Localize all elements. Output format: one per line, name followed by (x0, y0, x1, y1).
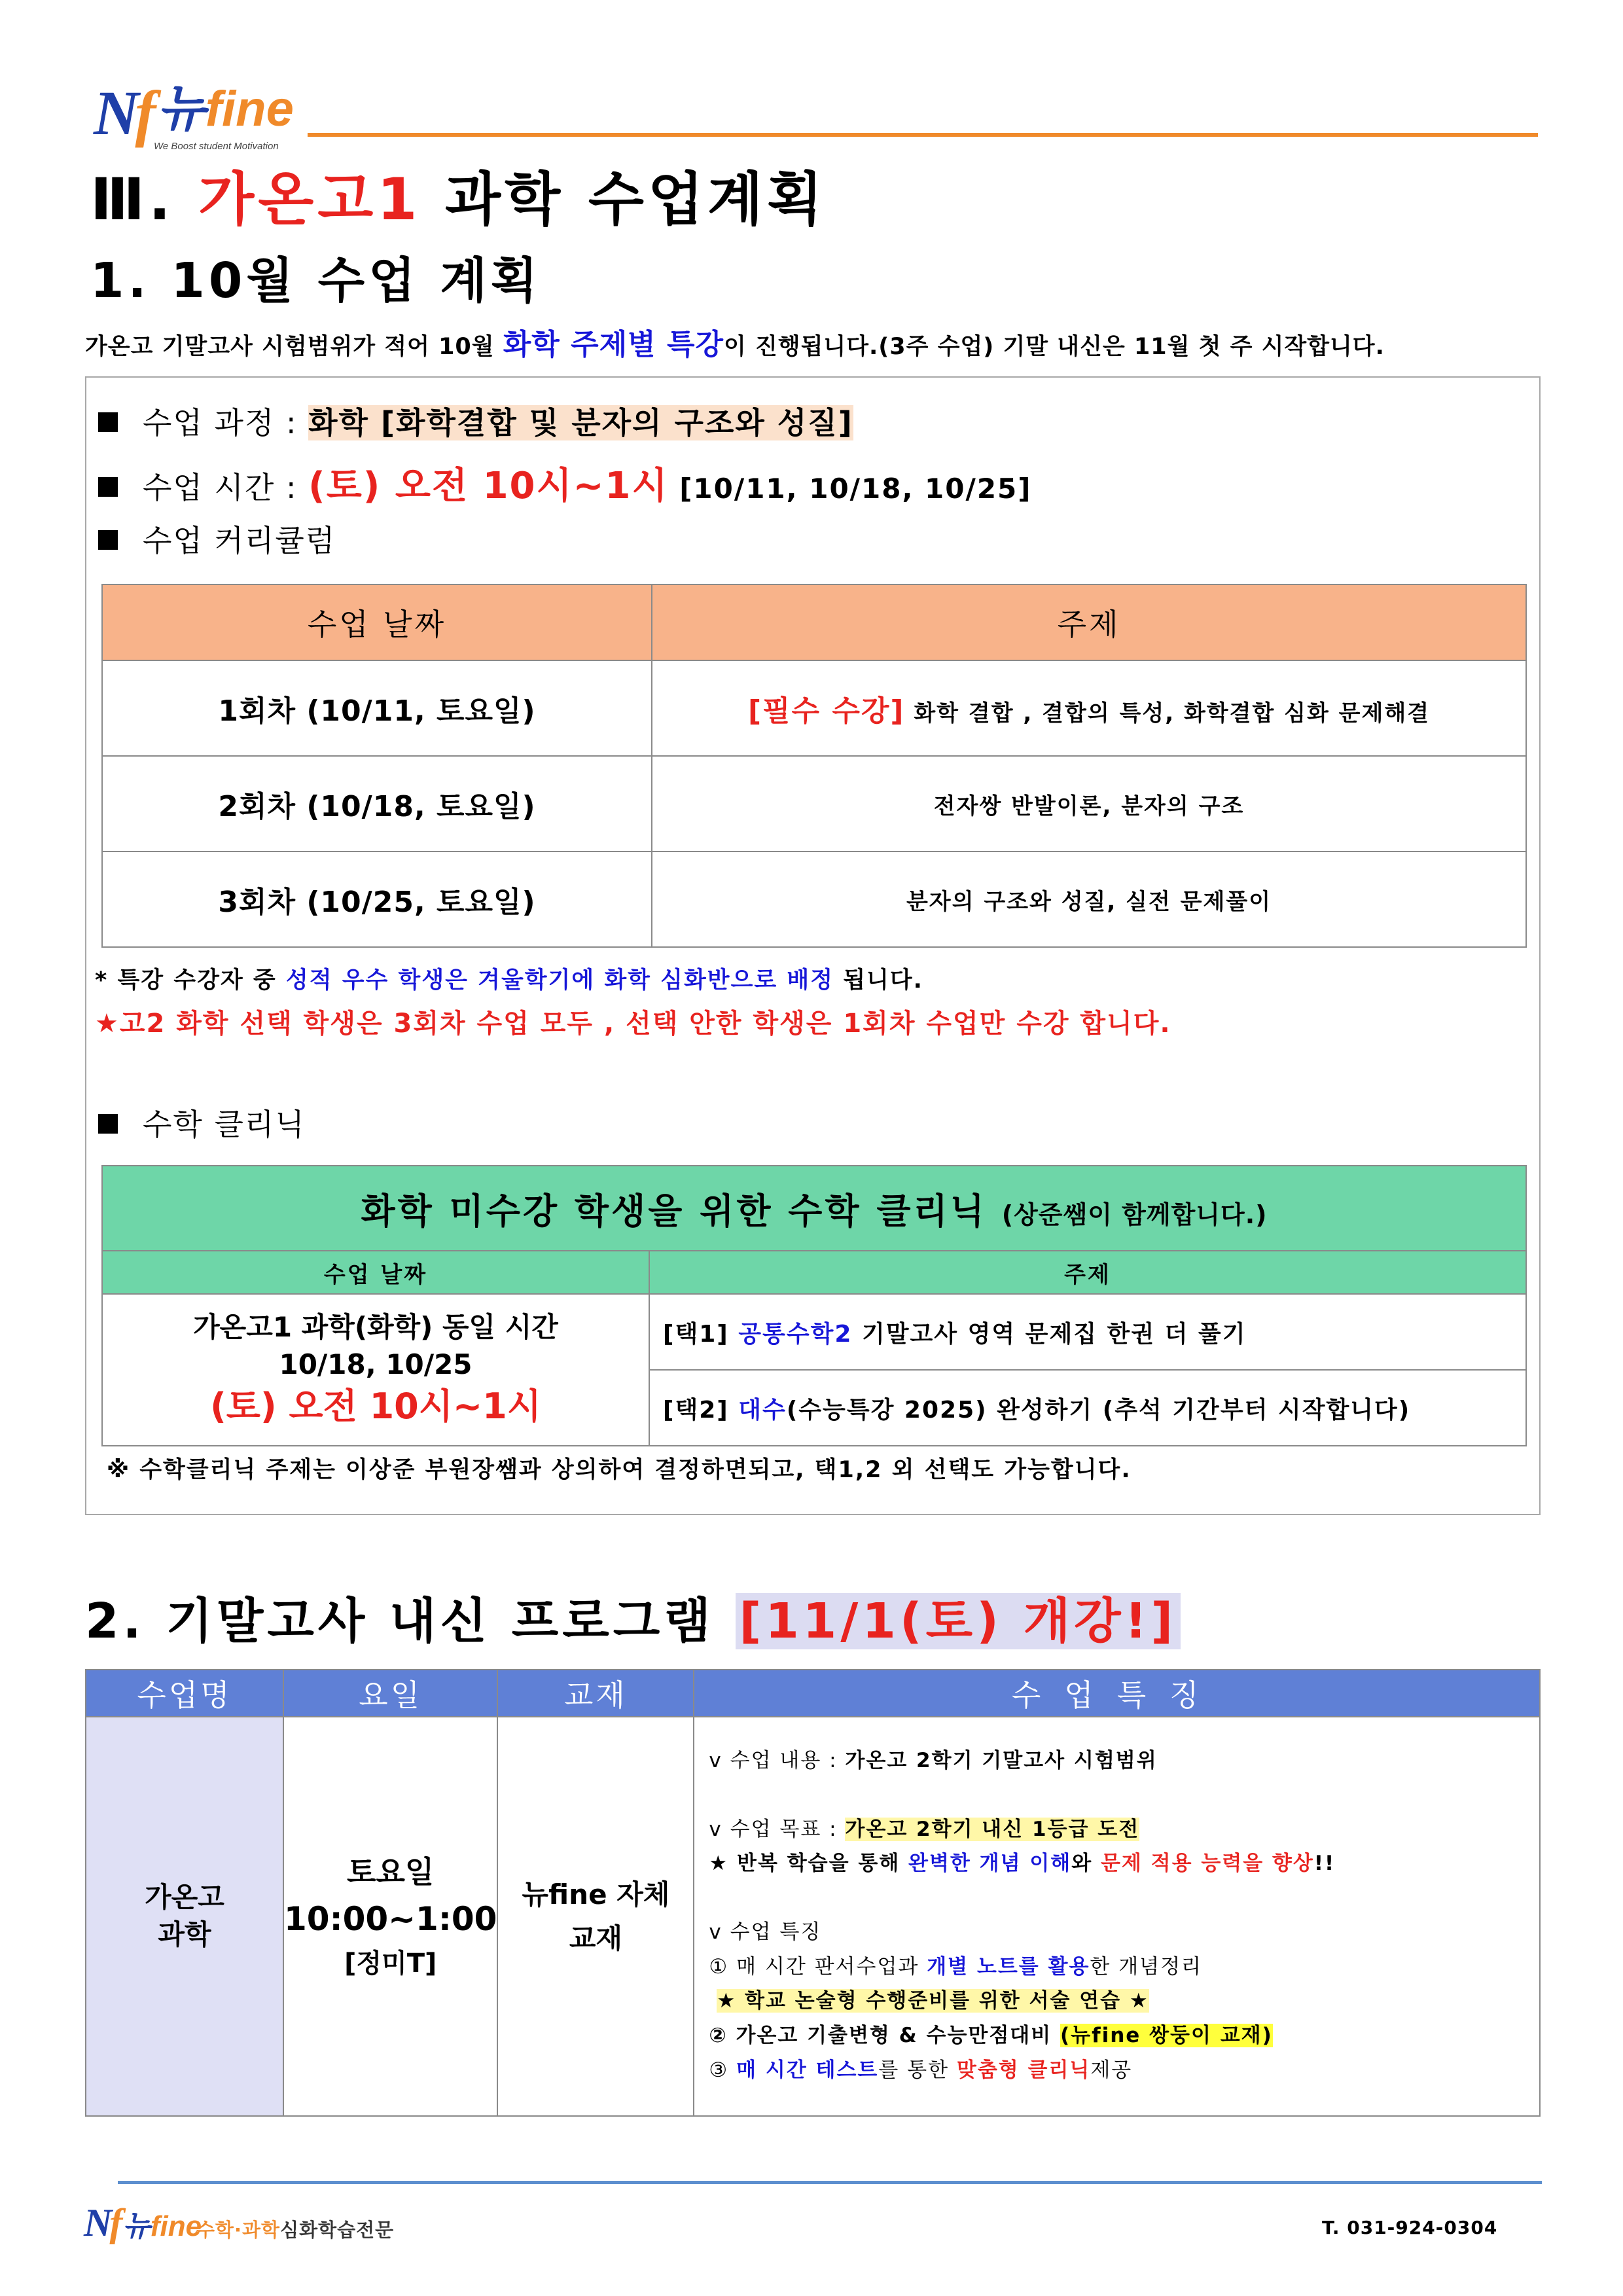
feature-content: v 수업 내용 : 가온고 2학기 기말고사 시험범위 (709, 1749, 1158, 1772)
feature-item-3: ③ 매 시간 테스트를 통한 맞춤형 클리닉제공 (709, 2058, 1133, 2082)
time-line: 수업 시간 : (토) 오전 10시~1시 [10/11, 10/18, 10/25] (98, 457, 1031, 509)
session-topic: 전자쌍 반발이론, 분자의 구조 (652, 756, 1526, 852)
logo-name: 뉴fine (157, 81, 294, 137)
table-row (102, 852, 1526, 947)
grade2-note: ★고2 화학 선택 학생은 3회차 수업 모두 , 선택 안한 학생은 1회차 수업만 수강 합니다. (95, 1009, 1171, 1039)
footer-phone: T. 031-924-0304 (1322, 2217, 1498, 2238)
footer-logo-name: 뉴fine (122, 2210, 202, 2242)
header-divider (308, 133, 1538, 137)
clinic-header-date: 수업 날짜 (102, 1251, 649, 1294)
footer-tagline: 수학·과학심화학습전문 (196, 2219, 395, 2241)
session-topic: [필수 수강] 화학 결합 , 결합의 특성, 화학결합 심화 문제해결 (652, 660, 1526, 756)
table-row (102, 756, 1526, 852)
course-name: 가온고 과학 (86, 1717, 283, 2116)
table-row (102, 660, 1526, 756)
course-textbook: 뉴fine 자체 교재 (497, 1717, 694, 2116)
session-date: 3회차 (10/25, 토요일) (102, 852, 652, 947)
clinic-note: ※ 수학클리닉 주제는 이상준 부원장쌤과 상의하여 결정하면되고, 택1,2 외 선택도 가능합니다. (107, 1457, 1132, 1483)
clinic-line: 수학 클리닉 (98, 1101, 306, 1144)
feature-item-1: ① 매 시간 판서수업과 개별 노트를 활용한 개념정리 (709, 1954, 1203, 1979)
header-day: 요일 (283, 1670, 497, 1717)
square-bullet-icon (98, 477, 118, 497)
math-clinic-table (101, 1165, 1527, 1446)
clinic-option-1: [택1] 공통수학2 기말고사 영역 문제집 한권 더 풀기 (649, 1294, 1526, 1370)
header-topic: 주제 (652, 584, 1526, 660)
clinic-header-topic: 주제 (649, 1251, 1526, 1294)
feature-star-line: ★ 반복 학습을 통해 완벽한 개념 이해와 문제 적용 능력을 향상!! (709, 1852, 1336, 1876)
logo-mark: Nf (94, 78, 152, 148)
course-line: 수업 과정 : 화학 [화학결합 및 분자의 구조와 성질] (98, 399, 853, 442)
section1-intro: 가온고 기말고사 시험범위가 적어 10월 화학 주제별 특강이 진행됩니다.(3주 수업) 기말 내신은 11월 첫 주 시작합니다. (85, 328, 1385, 361)
clinic-option-2: [택2] 대수(수능특강 2025) 완성하기 (추석 기간부터 시작합니다) (649, 1370, 1526, 1446)
table-row (86, 1717, 1540, 2116)
section2-heading: 2. 기말고사 내신 프로그램 [11/1(토) 개강!] (85, 1583, 1181, 1652)
session-topic: 분자의 구조와 성질, 실전 문제풀이 (652, 852, 1526, 947)
square-bullet-icon (98, 1114, 118, 1134)
logo-tagline: We Boost student Motivation (154, 141, 279, 152)
header-features: 수업특징 (694, 1670, 1540, 1717)
clinic-schedule: 가온고1 과학(화학) 동일 시간 10/18, 10/25 (토) 오전 10시~1시 (102, 1294, 649, 1446)
honors-note: * 특강 수강자 중 성적 우수 학생은 겨울학기에 화학 심화반으로 배정 됩니다. (95, 967, 923, 994)
curriculum-table (101, 584, 1527, 948)
footer-divider (118, 2181, 1542, 2184)
header-date: 수업 날짜 (102, 584, 652, 660)
square-bullet-icon (98, 412, 118, 432)
header-book: 교재 (497, 1670, 694, 1717)
course-features (694, 1717, 1540, 2116)
final-exam-program-table (85, 1669, 1541, 2117)
footer-logo (84, 2200, 202, 2246)
curriculum-line: 수업 커리큘럼 (98, 517, 336, 560)
course-schedule: 토요일 10:00~1:00 [정미T] (283, 1717, 497, 2116)
session-date: 1회차 (10/11, 토요일) (102, 660, 652, 756)
feature-item-2: ② 가온고 기출변형 & 수능만점대비 (뉴fine 쌍둥이 교재) (709, 2024, 1273, 2048)
header-course: 수업명 (86, 1670, 283, 1717)
clinic-title: 화학 미수강 학생을 위한 수학 클리닉 (상준쌤이 함께합니다.) (102, 1166, 1526, 1251)
section1-heading: 1. 10월 수업 계획 (90, 253, 542, 309)
page-title: Ⅲ. 가온고1 과학 수업계획 (90, 166, 827, 233)
feature-item-1-sub: ★ 학교 논술형 수행준비를 위한 서술 연습 ★ (717, 1989, 1149, 2013)
footer-logo-mark: Nf (84, 2201, 120, 2244)
feature-label: v 수업 특징 (709, 1920, 822, 1945)
square-bullet-icon (98, 530, 118, 550)
feature-goal: v 수업 목표 : 가온고 2학기 내신 1등급 도전 (709, 1817, 1140, 1841)
table-row (102, 1294, 1526, 1370)
session-date: 2회차 (10/18, 토요일) (102, 756, 652, 852)
opening-badge: [11/1(토) 개강!] (736, 1593, 1181, 1649)
